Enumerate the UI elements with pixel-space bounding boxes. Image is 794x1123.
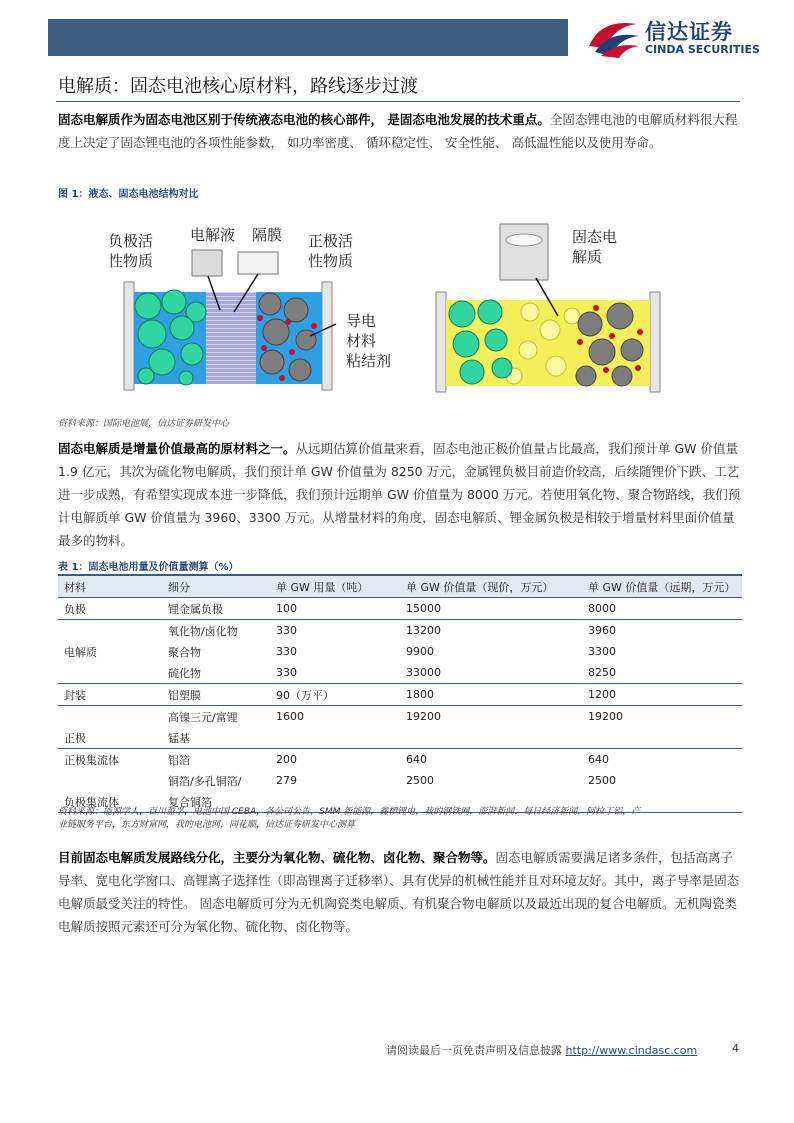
intro-paragraph-bold: 固态电解质作为固态电池区别于传统液态电池的核心部件， 是固态电池发展的技术重点。 — [58, 112, 550, 127]
table-row — [58, 598, 742, 620]
table-cell: 1600 — [276, 710, 304, 723]
table-cell: 负极 — [58, 598, 162, 620]
table-cell: 正极 — [58, 727, 162, 749]
table-cell: 279 — [276, 774, 297, 787]
table-cell: 1200 — [582, 684, 742, 706]
table-header-cell: 单 GW 价值量（现价，万元） — [400, 575, 582, 598]
liquid-battery-diagram — [110, 226, 391, 390]
intro-paragraph — [58, 108, 742, 154]
table-cell: 聚合物 — [168, 645, 201, 659]
table-row — [58, 770, 742, 791]
label-solid-electrolyte-1: 固态电 — [572, 228, 618, 246]
table-header-cell: 单 GW 用量（吨） — [270, 575, 400, 598]
table-cell: 100 — [270, 598, 400, 620]
section-rule — [56, 101, 740, 102]
footer-link[interactable]: http://www.cindasc.com — [565, 1044, 698, 1057]
table-cell: 3960 — [588, 624, 616, 637]
label-anode-2: 性物质 — [110, 252, 154, 270]
page-number: 4 — [732, 1042, 739, 1055]
table-cell: 铜箔/多孔铜箔/ — [168, 774, 242, 788]
table-header-cell: 材料 — [58, 575, 162, 598]
table-cell — [58, 770, 162, 791]
label-electrolyte: 电解液 — [190, 226, 236, 244]
table-cell: 19200 — [588, 710, 623, 723]
label-conductive-2: 材料 — [346, 332, 377, 350]
table-source-line: 资料来源：能源学人，百川盈孚，电池中国 CEBA，各公司公告，SMM 新能源，鑫椤锂电，我的钢铁网，澎湃新闻，每日经济新闻，阿拉丁铝，产 — [58, 807, 641, 817]
table-cell: 330 — [276, 624, 297, 637]
figure-source: 资料来源：国际电池展，信达证券研发中心 — [58, 419, 230, 429]
table-cell: 氧化物/卤化物 — [168, 624, 238, 638]
footer-disclaimer-text: 请阅读最后一页免责声明及信息披露 — [386, 1044, 562, 1057]
table-cell — [58, 620, 162, 642]
table-source — [58, 806, 742, 832]
value-paragraph-text: 从远期估算价值量来看，固态电池正极价值量占比最高，我们预计单 GW 价值量 1.9 亿元，其次为硫化物电解质，我们预计单 GW 价值量为 8250 万元，金属锂负极目前造价较高，后续随锂价下跌、工艺进一步成熟，有希望实现成本进一步降低，我们预计远期单 GW 价值量为 8000 万元。若使用氧化物、聚合物路线，我们预计电解质单 GW 价值量为 3960、3300 万元。从增量材料的角度，固态电解质、锂金属负极是相较于增量材料里面价值量最多的物料。 — [58, 441, 741, 548]
table-header-row — [58, 575, 742, 598]
section-title: 电解质：固态电池核心原材料，路线逐步过渡 — [58, 76, 418, 97]
route-paragraph-bold: 目前固态电解质发展路线分化，主要分为氧化物、硫化物、卤化物、聚合物等。 — [58, 850, 496, 865]
table-row — [58, 662, 742, 684]
label-separator: 隔膜 — [252, 226, 283, 244]
header-band — [48, 19, 568, 56]
table-cell: 640 — [588, 753, 609, 766]
route-paragraph — [58, 846, 742, 938]
table-cell: 8000 — [582, 598, 742, 620]
table-caption: 表 1：固态电池用量及价值量测算（%） — [58, 562, 239, 573]
footer-disclaimer — [386, 1042, 697, 1058]
table-row — [58, 706, 742, 728]
table-cell: 硫化物 — [162, 662, 270, 684]
table-cell: 3300 — [588, 645, 616, 658]
cinda-logo — [585, 16, 775, 58]
table-row — [58, 684, 742, 706]
figure-caption: 图 1：液态、固态电池结构对比 — [58, 189, 199, 200]
table-cell: 640 — [406, 753, 427, 766]
table-cell: 8250 — [582, 662, 742, 684]
table-cell: 13200 — [406, 624, 441, 637]
intro-paragraph-text: 全固态锂电池的电解质材料很大程度上决定了固态锂电池的各项性能参数， 如功率密度、 循环稳定性、 安全性能、 高低温性能以及使用寿命。 — [58, 112, 738, 150]
table-cell: 2500 — [588, 774, 616, 787]
table-cell: 锂金属负极 — [162, 598, 270, 620]
value-paragraph — [58, 437, 742, 552]
table-cell: 2500 — [406, 774, 434, 787]
cinda-logo-icon — [585, 16, 641, 58]
table-row — [58, 727, 742, 749]
label-conductive-1: 导电 — [346, 312, 377, 330]
value-table — [58, 574, 742, 813]
logo-text-en: CINDA SECURITIES — [645, 43, 760, 56]
table-cell: 负极集流体 — [58, 791, 162, 813]
table-header-cell: 单 GW 价值量（远期，万元） — [582, 575, 742, 598]
label-cathode-1: 正极活 — [308, 232, 354, 250]
table-cell: 铝箔 — [168, 753, 190, 767]
table-cell: 正极集流体 — [64, 753, 119, 767]
table-cell: 200 — [276, 753, 297, 766]
table-cell: 90（万平） — [270, 684, 400, 706]
table-cell — [400, 727, 582, 749]
route-paragraph-text: 固态电解质需要满足诸多条件，包括高离子导率、宽电化学窗口、高锂离子选择性（即高锂离子迁移率）、具有优异的机械性能并且对环境友好。其中，离子导率是固态电解质最受关注的特性。 固态电解质可分为无机陶瓷类电解质、有机聚合物电解质以及最近出现的复合电解质。无机陶瓷类电解质按照元素还可分为氧化物、硫化物、卤化物等。 — [58, 850, 740, 934]
table-cell: 复合铜箔 — [162, 791, 270, 813]
table-cell: 1800 — [400, 684, 582, 706]
table-source-line: 业链服务平台，东方财富网，我的电池网，同花顺，信达证券研发中心测算 — [58, 820, 356, 830]
table-cell — [58, 706, 162, 728]
table-cell: 330 — [270, 662, 400, 684]
table-cell: 33000 — [400, 662, 582, 684]
table-cell: 9900 — [406, 645, 434, 658]
table-cell: 高镍三元/富锂 — [168, 710, 238, 724]
table-cell: 15000 — [400, 598, 582, 620]
label-anode-1: 负极活 — [110, 232, 154, 250]
table-cell: 封装 — [58, 684, 162, 706]
label-cathode-2: 性物质 — [308, 252, 354, 270]
table-row — [58, 641, 742, 662]
table-header-cell: 细分 — [162, 575, 270, 598]
table-cell: 锰基 — [162, 727, 270, 749]
label-binder: 粘结剂 — [346, 352, 392, 370]
logo-text-cn: 信达证券 — [645, 20, 733, 44]
table-row — [58, 749, 742, 771]
table-cell — [58, 662, 162, 684]
label-solid-electrolyte-2: 解质 — [572, 248, 603, 266]
battery-structure-figure — [110, 220, 680, 400]
table-cell: 19200 — [406, 710, 441, 723]
table-cell: 330 — [276, 645, 297, 658]
table-cell: 铝塑膜 — [162, 684, 270, 706]
table-cell — [582, 727, 742, 749]
table-cell: 电解质 — [64, 645, 97, 659]
table-row — [58, 620, 742, 642]
value-paragraph-bold: 固态电解质是增量价值最高的原材料之一。 — [58, 441, 296, 456]
table-cell — [270, 727, 400, 749]
solid-battery-diagram — [436, 224, 660, 392]
